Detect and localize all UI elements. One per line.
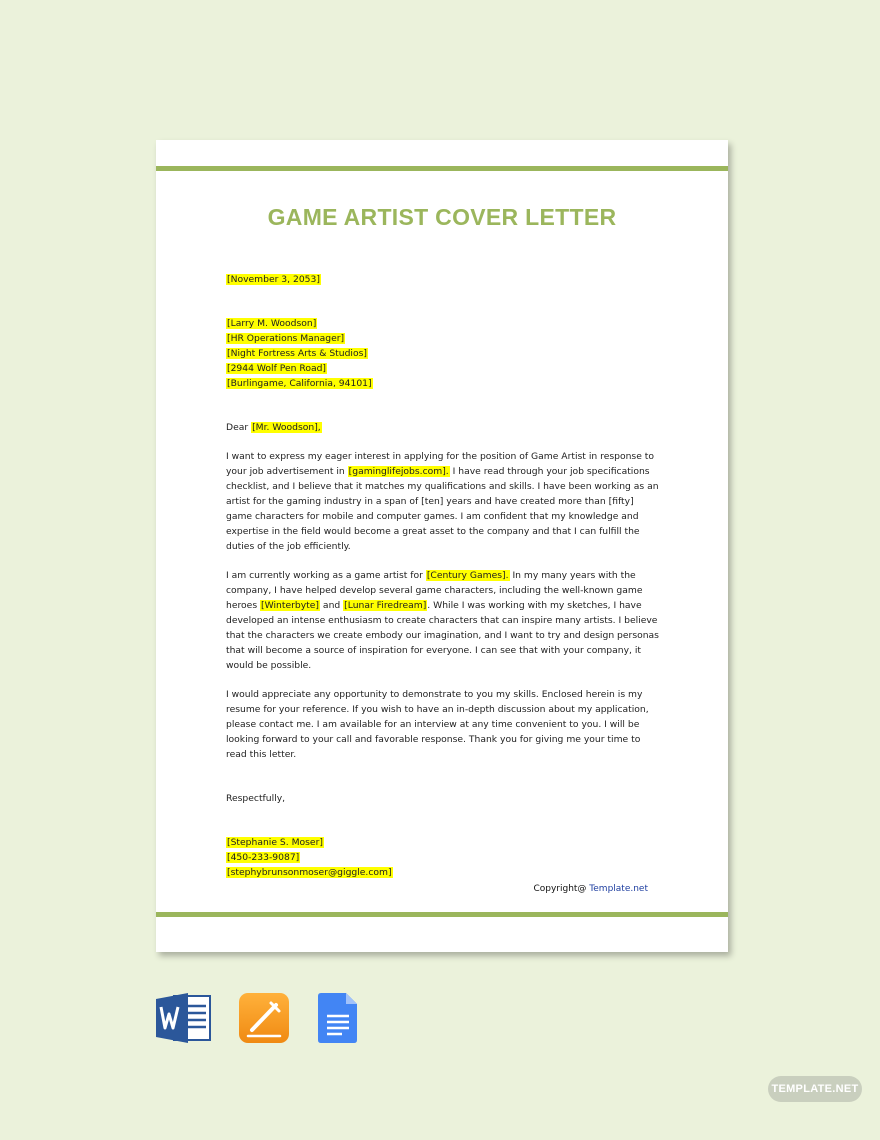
letter-page — [156, 140, 728, 952]
sender-email: [stephybrunsonmoser@giggle.com] — [227, 867, 392, 878]
salutation-name: [Mr. Woodson], — [252, 422, 321, 433]
bottom-divider — [156, 912, 728, 917]
salutation-text: Dear — [226, 422, 252, 433]
para1-text-b: I have read through your job specifications checklist, and I believe that it matches my qualifications and skills. I have been working as an artist for the gaming industry in a span of [ten] years and have created more than [fifty] game characters for mobile and computer games. I am confident that my knowledge and expertise in the field would become a great asset to the company and that I can fulfill the duties of the job efficiently. — [226, 466, 659, 552]
google-docs-icon[interactable] — [318, 992, 358, 1049]
recipient-name: [Larry M. Woodson] — [227, 318, 317, 329]
game-hero-1: [Winterbyte] — [261, 600, 320, 611]
sender-phone: [450-233-9087] — [227, 852, 300, 863]
copyright-line — [533, 884, 648, 894]
date-line — [226, 272, 662, 287]
para2-text-a: I am currently working as a game artist for — [226, 570, 426, 581]
recipient-block — [226, 316, 662, 391]
copyright-brand: Template.net — [589, 884, 648, 894]
para1-text-a: I want to express my eager interest in applying for the position of Game Artist in response to your job advertisement in — [226, 451, 654, 477]
closing: Respectfully, — [226, 793, 286, 804]
letter-body — [226, 272, 662, 880]
template-net-watermark: TEMPLATE.NET — [768, 1076, 862, 1102]
sender-name: [Stephanie S. Moser] — [227, 837, 323, 848]
top-divider — [156, 166, 728, 171]
microsoft-word-icon[interactable] — [156, 992, 212, 1049]
salutation — [226, 420, 662, 435]
recipient-city: [Burlingame, California, 94101] — [227, 378, 372, 389]
game-hero-2: [Lunar Firedream] — [344, 600, 427, 611]
recipient-position: [HR Operations Manager] — [227, 333, 345, 344]
para2-text-c: and — [320, 600, 344, 611]
copyright-label: Copyright@ — [533, 884, 590, 894]
apple-pages-icon[interactable] — [238, 992, 290, 1049]
signature-block — [226, 835, 662, 880]
paragraph-1 — [226, 449, 662, 554]
document-title: GAME ARTIST COVER LETTER — [267, 204, 617, 230]
current-company: [Century Games]. — [426, 570, 509, 581]
para2-text-d: . While I was working with my sketches, I have developed an intense enthusiasm to create characters that can inspire many artists. I believe that the characters we create embody our imagination, and I want to try and design personas that will become a source of inspiration for everyone. I can see that with your company, it would be possible. — [226, 600, 659, 671]
job-site: [gaminglifejobs.com]. — [348, 466, 449, 477]
paragraph-2 — [226, 568, 662, 673]
paragraph-3: I would appreciate any opportunity to demonstrate to you my skills. Enclosed herein is my resume for your reference. If you wish to have an in-depth discussion about my application, please contact me. I am available for an interview at any time convenient to you. I will be looking forward to your call and favorable response. Thank you for giving me your time to read this letter. — [226, 689, 649, 760]
recipient-street: [2944 Wolf Pen Road] — [227, 363, 327, 374]
date: [November 3, 2053] — [227, 274, 320, 285]
recipient-company: [Night Fortress Arts & Studios] — [227, 348, 367, 359]
para2-text-b: In my many years with the company, I have helped develop several game characters, including the well-known game heroes — [226, 570, 643, 611]
